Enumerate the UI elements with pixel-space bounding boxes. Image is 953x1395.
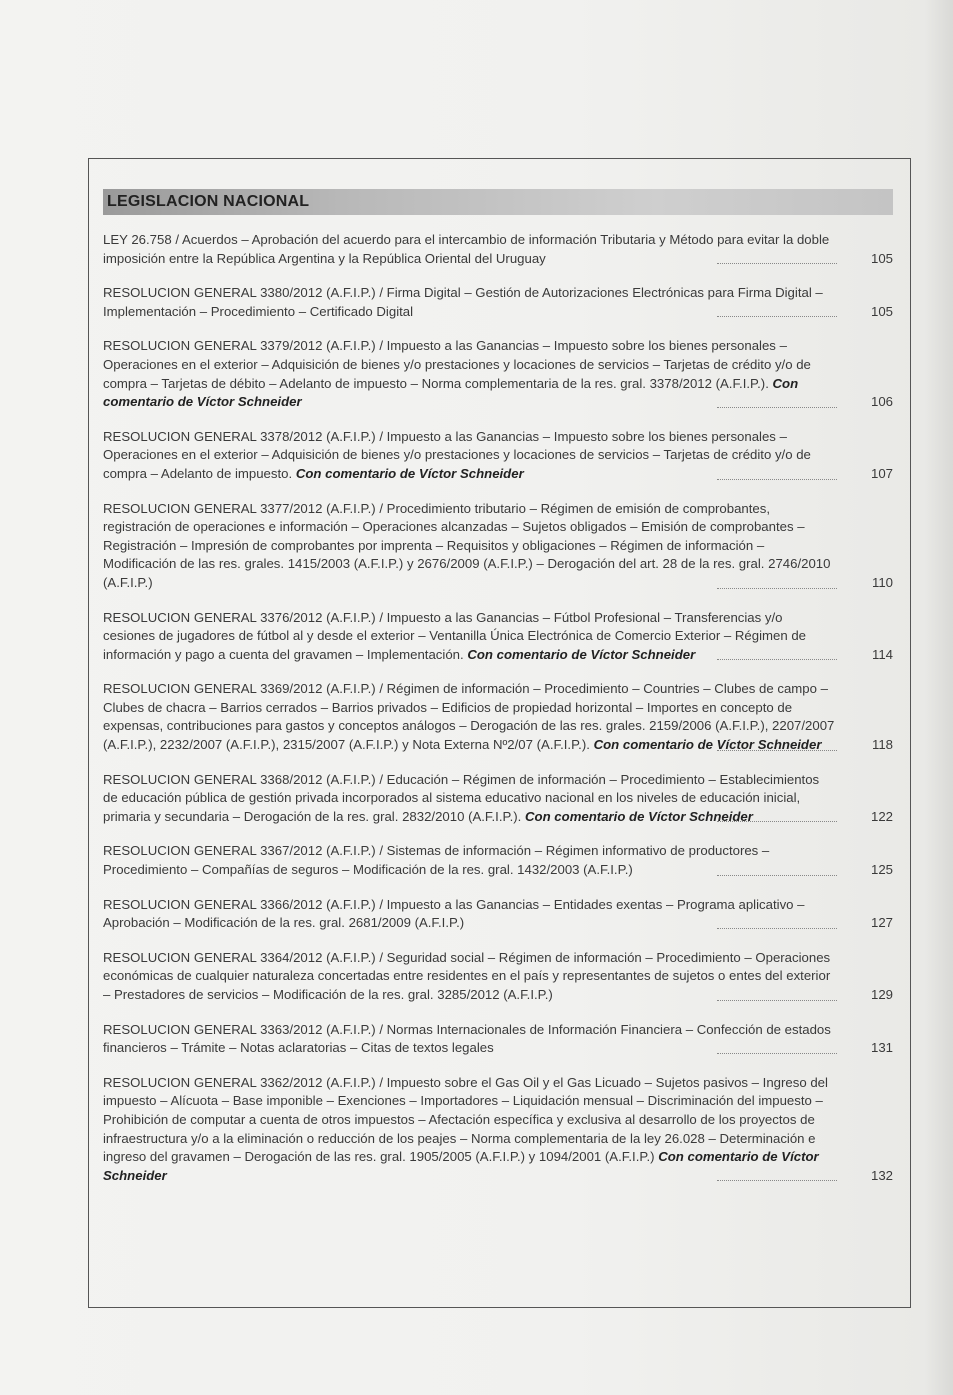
index-entry xyxy=(103,680,893,754)
dot-leader xyxy=(717,407,837,408)
entry-title: RESOLUCION GENERAL 3363/2012 (A.F.I.P.) / Normas Internacionales de Información Financiera – Confección de estados financieros – Trámite – Notas aclaratorias – Citas de textos legales xyxy=(103,1021,831,1056)
entry-comment: Con comentario de Víctor Schneider xyxy=(103,1149,819,1183)
dot-leader xyxy=(717,821,837,822)
index-entry xyxy=(103,771,893,827)
entry-title: RESOLUCION GENERAL 3376/2012 (A.F.I.P.) / Impuesto a las Ganancias – Fútbol Profesional – Transferencias y/o cesiones de jugadores de fútbol al y desde el exterior – Ventanilla Única Electrónica de Comercio Exterior – Régimen de información y pago a cuenta del gravamen – Implementación. xyxy=(103,609,806,662)
index-entries xyxy=(103,231,893,1201)
entry-page-number: 114 xyxy=(871,646,893,662)
entry-comment: Con comentario de Víctor Schneider xyxy=(593,737,822,753)
entry-title: RESOLUCION GENERAL 3368/2012 (A.F.I.P.) / Educación – Régimen de información – Procedimiento – Establecimientos de educación pública de gestión privada incorporados al sistema educativo nacional en los niveles de educación inicial, primaria y secundaria – Derogación de la res. gral. 2832/2010 (A.F.I.P.). xyxy=(103,771,820,824)
entry-page-number: 105 xyxy=(870,303,893,319)
entry-title: RESOLUCION GENERAL 3366/2012 (A.F.I.P.) / Impuesto a las Ganancias – Entidades exentas – Programa aplicativo – Aprobación – Modificación de la res. gral. 2681/2009 (A.F.I.P.) xyxy=(103,896,805,931)
index-entry xyxy=(103,1021,893,1058)
index-entry xyxy=(103,428,893,484)
dot-leader xyxy=(717,1180,837,1181)
dot-leader xyxy=(717,1000,837,1001)
entry-comment: Con comentario de Víctor Schneider xyxy=(295,465,524,481)
entry-page-number: 105 xyxy=(870,250,893,266)
entry-page-number: 132 xyxy=(870,1167,893,1183)
index-entry xyxy=(103,949,893,1005)
entry-title: RESOLUCION GENERAL 3379/2012 (A.F.I.P.) / Impuesto a las Ganancias – Impuesto sobre los bienes personales – Operaciones en el exterior – Adquisición de bienes y/o prestaciones y locaciones de servicios – Tarjetas de crédito y/o de compra – Tarjetas de débito – Adelanto de impuesto – Norma complementaria de la res. gral. 3378/2012 (A.F.I.P.). xyxy=(103,338,811,391)
entry-page-number: 106 xyxy=(870,394,893,410)
dot-leader xyxy=(717,588,837,589)
index-frame xyxy=(88,158,911,1308)
index-entry xyxy=(103,842,893,879)
dot-leader xyxy=(717,875,837,876)
entry-title: RESOLUCION GENERAL 3367/2012 (A.F.I.P.) / Sistemas de información – Régimen informativo de productores – Procedimiento – Compañías de seguros – Modificación de la res. gral. 1432/2003 (A.F.I.P.) xyxy=(103,843,770,878)
entry-comment: Con comentario de Víctor Schneider xyxy=(525,808,753,824)
entry-title: RESOLUCION GENERAL 3380/2012 (A.F.I.P.) / Firma Digital – Gestión de Autorizaciones Electrónicas para Firma Digital – Implementación – Procedimiento – Certificado Digital xyxy=(103,285,823,319)
index-entry xyxy=(103,284,893,321)
dot-leader xyxy=(717,659,837,660)
section-header-bar xyxy=(103,189,893,215)
entry-page-number: 122 xyxy=(870,808,893,824)
section-title: LEGISLACION NACIONAL xyxy=(107,193,310,210)
index-entry xyxy=(103,231,893,268)
entry-page-number: 127 xyxy=(870,915,893,931)
entry-title: LEY 26.758 / Acuerdos – Aprobación del acuerdo para el intercambio de información Tributaria y Método para evitar la doble imposición entre la República Argentina y la República Oriental del Uruguay xyxy=(103,232,830,266)
entry-title: RESOLUCION GENERAL 3362/2012 (A.F.I.P.) / Impuesto sobre el Gas Oil y el Gas Licuado – Sujetos pasivos – Ingreso del impuesto – Alícuota – Base imponible – Exenciones – Importadores – Liquidación mensual – Discriminación del impuesto – Prohibición de computar a cuenta de otros impuestos – Afectación específica y exclusiva al desarrollo de los proyectos de infraestructura y/o a la eliminación o reducción de los peajes – Norma complementaria de la ley 26.028 – Determinación e ingreso del gravamen – Derogación de las res. gral. 1905/2005 (A.F.I.P.) y 1094/2001 (A.F.I.P.) xyxy=(103,1074,828,1165)
dot-leader xyxy=(717,316,837,317)
entry-title: RESOLUCION GENERAL 3369/2012 (A.F.I.P.) / Régimen de información – Procedimiento – Countries – Clubes de campo – Clubes de chacra – Barrios cerrados – Barrios privados – Edificios de propiedad horizontal – Importes en concepto de expensas, contribuciones para gastos y conceptos análogos – Derogación de las res. grales. 2159/2006 (A.F.I.P.), 2207/2007 (A.F.I.P.), 2232/2007 (A.F.I.P.), 2315/2007 (A.F.I.P.) y Nota Externa Nº2/07 (A.F.I.P.). xyxy=(103,681,835,753)
index-entry xyxy=(103,609,893,665)
entry-title: RESOLUCION GENERAL 3378/2012 (A.F.I.P.) / Impuesto a las Ganancias – Impuesto sobre los bienes personales – Operaciones en el exterior – Adquisición de bienes y/o prestaciones y locaciones de servicios – Tarjetas de crédito y/o de compra – Adelanto de impuesto. xyxy=(103,428,811,481)
entry-comment: Con comentario de Víctor Schneider xyxy=(467,646,696,662)
dot-leader xyxy=(717,479,837,480)
entry-title: RESOLUCION GENERAL 3364/2012 (A.F.I.P.) / Seguridad social – Régimen de información – Procedimiento – Operaciones económicas de cualquier naturaleza concertadas entre residentes en el país y representantes de sujetos o entes del exterior – Prestadores de servicios – Modificación de la res. gral. 3285/2012 (A.F.I.P.) xyxy=(103,949,831,1002)
entry-page-number: 107 xyxy=(870,465,893,481)
dot-leader xyxy=(717,1053,837,1054)
index-entry xyxy=(103,1074,893,1186)
dot-leader xyxy=(717,928,837,929)
dot-leader xyxy=(717,750,837,751)
index-entry xyxy=(103,896,893,933)
index-entry xyxy=(103,500,893,593)
entry-page-number: 118 xyxy=(871,737,893,753)
entry-comment: Con comentario de Víctor Schneider xyxy=(103,375,799,410)
entry-page-number: 129 xyxy=(870,987,893,1002)
index-entry xyxy=(103,337,893,411)
entry-page-number: 125 xyxy=(870,862,893,878)
entry-page-number: 131 xyxy=(870,1040,893,1056)
entry-page-number: 110 xyxy=(871,574,893,590)
entry-title: RESOLUCION GENERAL 3377/2012 (A.F.I.P.) / Procedimiento tributario – Régimen de emisión de comprobantes, registración de operaciones e información – Operaciones alcanzadas – Sujetos obligados – Emisión de comprobantes – Registración – Impresión de comprobantes por imprenta – Requisitos y obligaciones – Régimen de información – Modificación de las res. grales. 1415/2003 (A.F.I.P.) y 2676/2009 (A.F.I.P.) – Derogación del art. 28 de la res. gral. 2746/2010 (A.F.I.P.) xyxy=(103,500,831,590)
dot-leader xyxy=(717,263,837,264)
